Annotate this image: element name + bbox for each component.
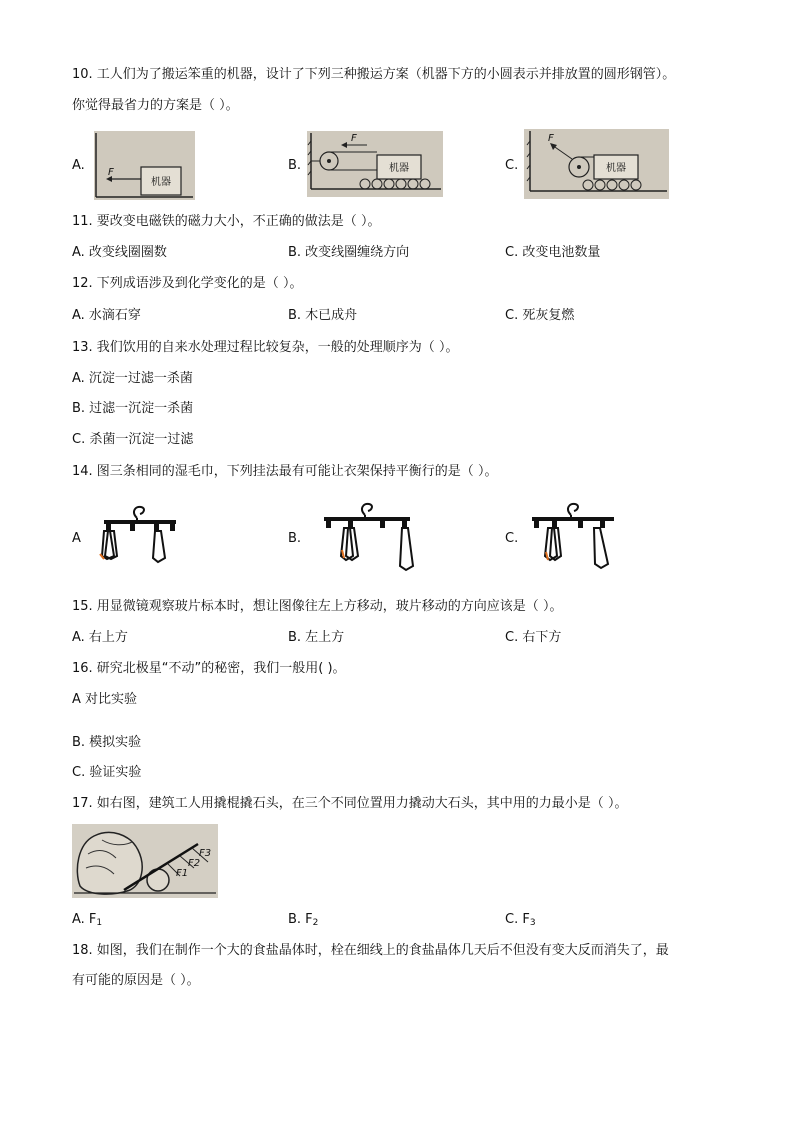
q12-option-a: A. 水滴石穿 [72,308,141,323]
q11-option-a: A. 改变线圈圈数 [72,245,167,260]
q16-option-a: A 对比实验 [72,692,138,707]
force-label: F [351,133,357,144]
q14-stem: 14. 图三条相同的湿毛巾，下列挂法最有可能让衣架保持平衡行的是（ ）。 [72,464,498,479]
q14-figure-b [318,500,418,574]
q12-option-b: B. 木已成舟 [288,308,358,323]
q15-stem: 15. 用显微镜观察玻片标本时，想让图像往左上方移动，玻片移动的方向应该是（ ）。 [72,599,563,614]
q10-option-a-label: A. [72,158,85,173]
q17-stem: 17. 如右图，建筑工人用撬棍撬石头，在三个不同位置用力撬动大石头，其中用的力最小是（ ）。 [72,796,628,811]
q16-option-c: C. 验证实验 [72,765,142,780]
q10-figure-b [307,131,443,197]
q18-stem-line1: 18. 如图，我们在制作一个大的食盐晶体时，栓在细线上的食盐晶体几天后不但没有变大反而消失了，最 [72,943,669,958]
q17-option-a: A. $F_1$ [72,912,103,928]
q12-stem: 12. 下列成语涉及到化学变化的是（ ）。 [72,276,303,291]
label-f3: F3 [199,848,212,859]
machine-label: 机器 [151,177,171,188]
q13-stem: 13. 我们饮用的自来水处理过程比较复杂，一般的处理顺序为（ ）。 [72,340,459,355]
q11-option-b: B. 改变线圈缠绕方向 [288,245,410,260]
q15-option-b: B. 左上方 [288,630,345,645]
q14-option-a-label: A [72,531,81,546]
force-label: F [548,133,554,144]
q17-option-b: B. $F_2$ [288,912,319,928]
q11-option-c: C. 改变电池数量 [505,245,601,260]
machine-label: 机器 [389,163,409,174]
q13-option-a: A. 沉淀一过滤一杀菌 [72,371,193,386]
q14-figure-a [92,502,184,572]
q13-option-b: B. 过滤一沉淀一杀菌 [72,401,194,416]
force-label: F [108,167,114,178]
label-f1: F1 [176,868,189,879]
q17-lever-figure [72,824,218,898]
q14-figure-c [528,500,618,574]
label-f2: F2 [188,858,201,869]
q16-option-b: B. 模拟实验 [72,735,142,750]
q10-option-b-label: B. [288,158,302,173]
q14-option-b-label: B. [288,531,302,546]
q18-stem-line2: 有可能的原因是（ ）。 [72,973,200,988]
machine-label: 机器 [606,163,626,174]
q16-stem: 16. 研究北极星“不动”的秘密，我们一般用( )。 [72,661,346,676]
q10-stem-line1: 10. 工人们为了搬运笨重的机器，设计了下列三种搬运方案（机器下方的小圆表示并排放置的圆形钢管）。 [72,67,676,82]
q10-stem-line2: 你觉得最省力的方案是（ ）。 [72,98,239,113]
q17-option-c: C. $F_3$ [505,912,536,928]
q10-figure-c [524,129,669,199]
q15-option-c: C. 右下方 [505,630,562,645]
q14-option-c-label: C. [505,531,519,546]
q13-option-c: C. 杀菌一沉淀一过滤 [72,432,194,447]
q10-option-c-label: C. [505,158,519,173]
q10-figure-a [94,131,195,200]
q12-option-c: C. 死灰复燃 [505,308,575,323]
q15-option-a: A. 右上方 [72,630,128,645]
q11-stem: 11. 要改变电磁铁的磁力大小，不正确的做法是（ ）。 [72,214,381,229]
